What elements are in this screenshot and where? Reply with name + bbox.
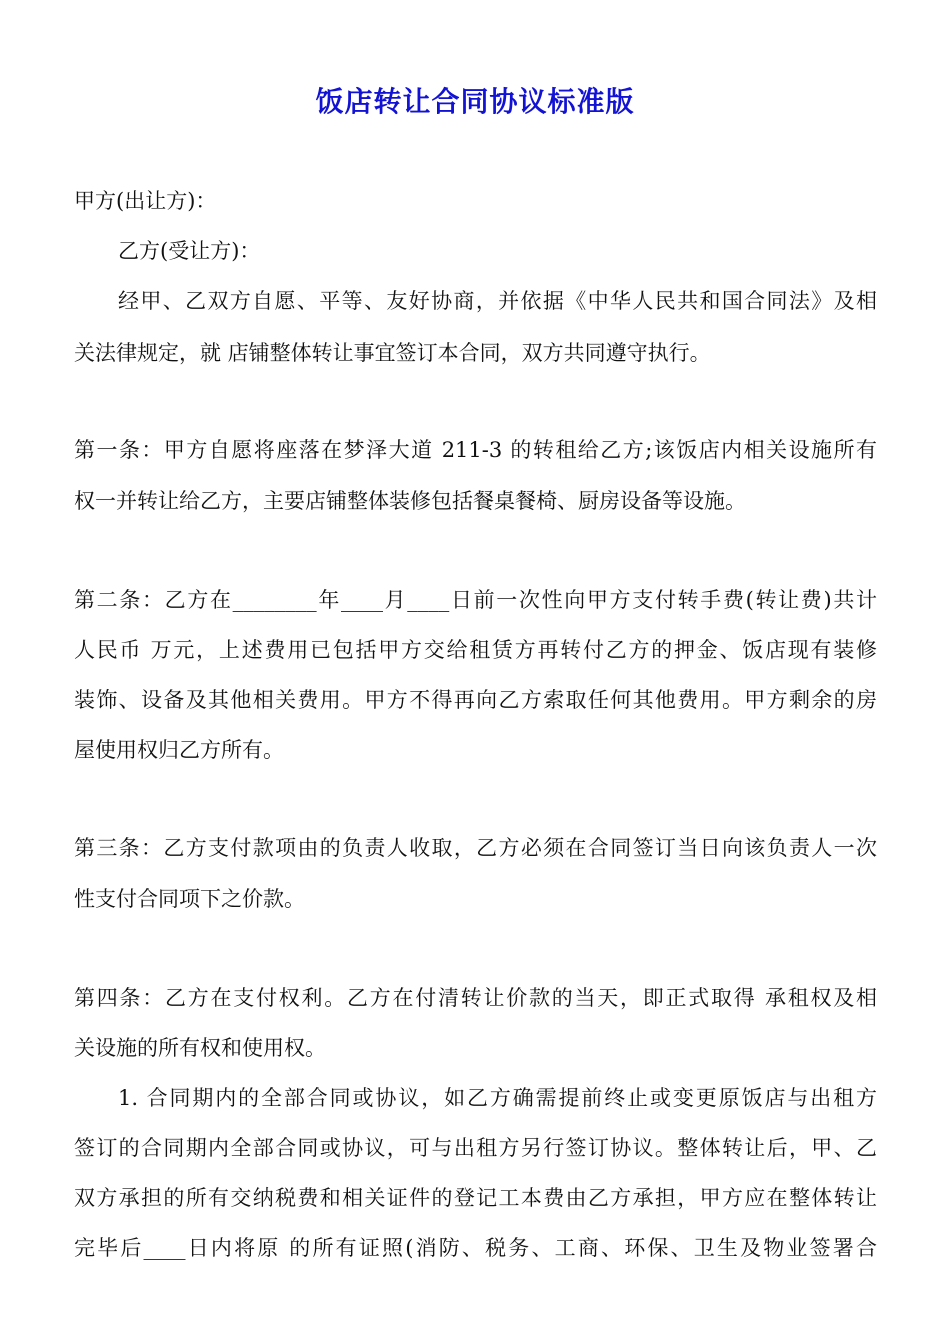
clause-1-line-4: 完毕后____日内将原 的所有证照(消防、税务、工商、环保、卫生及物业签署合 bbox=[74, 1236, 877, 1260]
article-3-line-1: 第三条：乙方支付款项由的负责人收取，乙方必须在合同签订当日向该负责人一次 bbox=[74, 836, 877, 860]
party-b-line: 乙方(受让方)： bbox=[118, 239, 261, 263]
article-2-line-4: 屋使用权归乙方所有。 bbox=[74, 738, 284, 762]
article-2-line-3: 装饰、设备及其他相关费用。甲方不得再向乙方索取任何其他费用。甲方剩余的房 bbox=[74, 688, 877, 712]
article-4-line-1: 第四条：乙方在支付权利。乙方在付清转让价款的当天，即正式取得 承租权及相 bbox=[74, 986, 877, 1010]
clause-1-line-1: 1. 合同期内的全部合同或协议，如乙方确需提前终止或变更原饭店与出租方 bbox=[118, 1086, 877, 1110]
article-3-line-2: 性支付合同项下之价款。 bbox=[74, 887, 305, 911]
preamble-line-2: 关法律规定，就 店铺整体转让事宜签订本合同，双方共同遵守执行。 bbox=[74, 341, 711, 365]
article-2-line-1: 第二条：乙方在________年____月____日前一次性向甲方支付转手费(转让费)共计 bbox=[74, 588, 877, 612]
document-title: 饭店转让合同协议标准版 bbox=[315, 85, 635, 118]
article-1-line-2: 权一并转让给乙方，主要店铺整体装修包括餐桌餐椅、厨房设备等设施。 bbox=[74, 489, 746, 513]
article-2-line-2: 人民币 万元，上述费用已包括甲方交给租赁方再转付乙方的押金、饭店现有装修 bbox=[74, 638, 877, 662]
article-4-line-2: 关设施的所有权和使用权。 bbox=[74, 1036, 326, 1060]
party-a-line: 甲方(出让方)： bbox=[74, 189, 217, 213]
article-1-line-1: 第一条：甲方自愿将座落在梦泽大道 211-3 的转租给乙方;该饭店内相关设施所有 bbox=[74, 438, 877, 462]
clause-1-line-3: 双方承担的所有交纳税费和相关证件的登记工本费由乙方承担，甲方应在整体转让 bbox=[74, 1186, 877, 1210]
preamble-line-1: 经甲、乙双方自愿、平等、友好协商，并依据《中华人民共和国合同法》及相 bbox=[118, 289, 877, 313]
clause-1-line-2: 签订的合同期内全部合同或协议，可与出租方另行签订协议。整体转让后，甲、乙 bbox=[74, 1136, 877, 1160]
